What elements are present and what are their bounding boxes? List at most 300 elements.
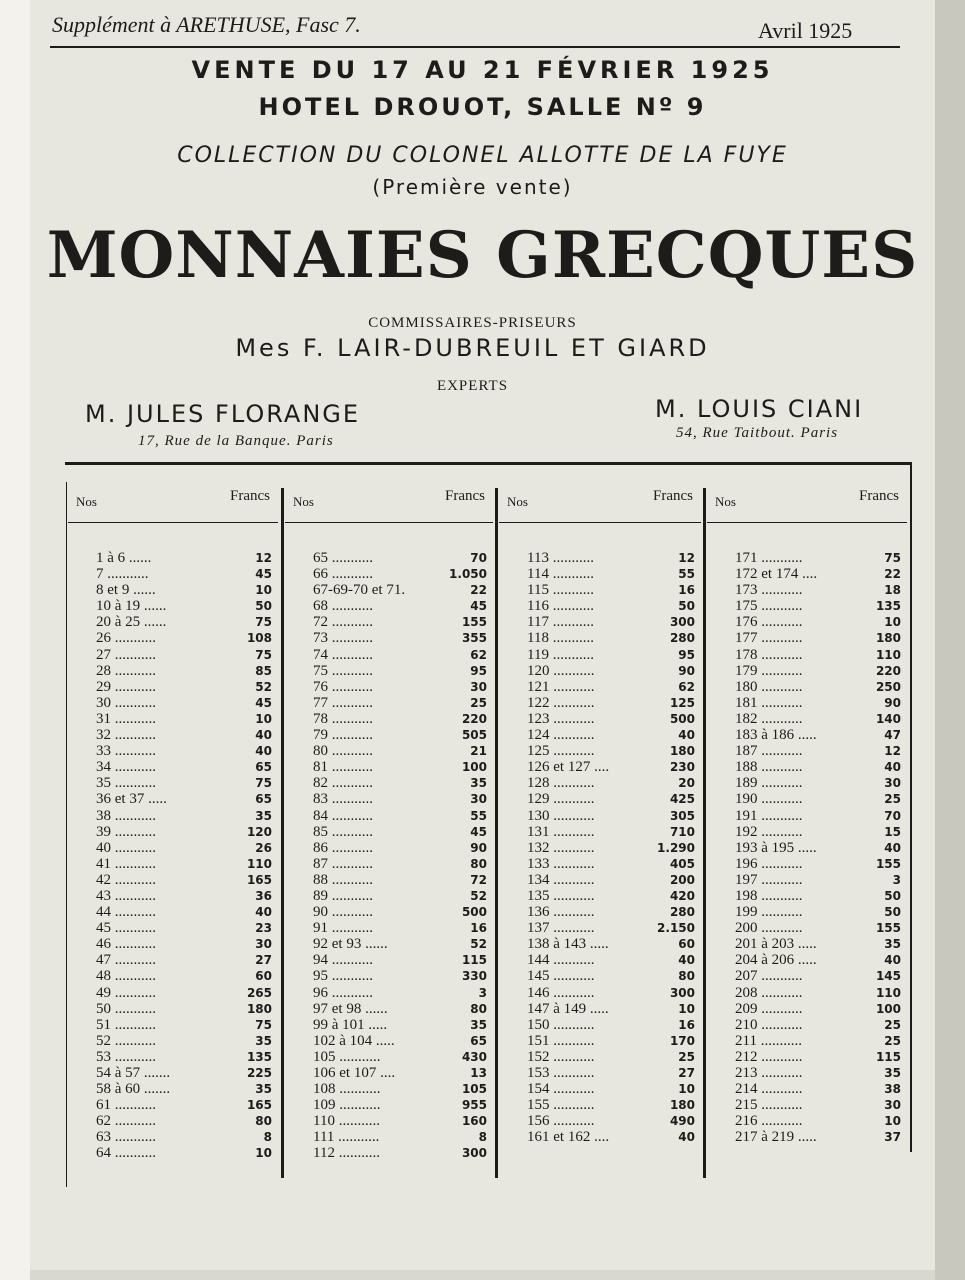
lot-price: 30 [884,776,901,791]
lot-price: 25 [884,792,901,807]
lot-price: 80 [470,856,487,871]
lot-price: 70 [884,808,901,823]
lot-price: 75 [255,647,272,662]
lot-price: 2.150 [657,921,695,936]
expert-left-address: 17, Rue de la Banque. Paris [138,433,334,449]
lot-number: 72 ........... [313,614,373,631]
lot-price: 12 [678,551,695,565]
lot-price: 55 [678,567,695,582]
table-row [707,1049,907,1065]
lot-price: 100 [875,1001,901,1016]
table-row [285,904,493,920]
lot-number: 65 ........... [313,550,373,566]
table-row [285,791,493,807]
table-row [707,1113,907,1129]
lot-price: 72 [470,872,487,887]
table-row [285,1049,493,1065]
table-row [707,952,907,968]
lot-number: 89 ........... [313,887,373,904]
supplement-line: Supplément à ARETHUSE, Fasc 7. [52,12,361,37]
lot-number: 45 ........... [96,920,156,937]
lot-number: 41 ........... [96,855,156,872]
lot-number: 26 ........... [96,630,156,647]
lot-number: 113 ........... [527,550,594,566]
lot-price: 155 [875,921,901,936]
lot-price: 22 [470,583,487,598]
lot-number: 84 ........... [313,807,373,824]
table-row [68,872,278,888]
table-row [707,614,907,630]
lot-number: 61 ........... [96,1097,156,1114]
table-row [707,1081,907,1097]
lot-price: 10 [884,1114,901,1129]
lot-price: 25 [884,1033,901,1048]
lot-number: 137 ........... [527,920,595,937]
lot-price: 120 [246,824,272,839]
lot-number: 62 ........... [96,1113,156,1130]
lot-price: 13 [470,1066,487,1080]
lot-price: 110 [875,985,901,1000]
lot-price: 280 [669,631,695,646]
lot-price: 95 [470,663,487,678]
catalogue-page [30,0,935,1270]
table-row [68,663,278,679]
lot-number: 175 ........... [735,598,803,615]
table-row [68,1081,278,1097]
table-row [285,582,493,598]
lot-price: 160 [461,1114,487,1129]
table-row [499,904,701,920]
lot-number: 43 ........... [96,887,156,904]
lot-price: 45 [255,567,272,582]
table-row [68,808,278,824]
lot-number: 117 ........... [527,614,594,631]
lot-price: 75 [255,615,272,630]
table-row [707,824,907,840]
table-row [285,550,493,566]
lot-price: 40 [884,760,901,775]
francs-header: Francs [445,488,485,504]
table-row [707,727,907,743]
lot-number: 146 ........... [527,984,595,1001]
lot-price: 27 [255,953,272,968]
table-row [68,679,278,695]
table-row [285,1129,493,1145]
lot-number: 217 à 219 ..... [735,1129,817,1146]
lot-price: 500 [669,711,695,726]
lot-price: 10 [255,1146,272,1161]
table-row [68,904,278,920]
lot-price: 62 [678,679,695,694]
table-row [499,840,701,856]
lot-number: 130 ........... [527,807,595,824]
lot-price: 12 [255,551,272,565]
lot-price: 37 [884,1130,901,1145]
lot-price: 165 [246,872,272,887]
collection-name: COLLECTION DU COLONEL ALLOTTE DE LA FUYE [177,143,788,168]
lot-price: 40 [678,1130,695,1145]
lot-number: 66 ........... [313,566,373,583]
table-row [68,647,278,663]
lot-number: 8 et 9 ...... [96,582,156,599]
lot-number: 77 ........... [313,694,373,711]
lot-price: 135 [246,1049,272,1064]
table-right-rule [910,462,912,1152]
lot-number: 54 à 57 ....... [96,1065,171,1081]
table-row [68,985,278,1001]
lot-price: 16 [470,921,487,936]
lot-number: 173 ........... [735,582,803,599]
lot-number: 198 ........... [735,887,803,904]
lot-price: 180 [669,1098,695,1113]
lot-price: 47 [884,728,901,743]
lot-number: 81 ........... [313,759,373,776]
lot-number: 150 ........... [527,1016,595,1033]
expert-right-name: M. LOUIS CIANI [655,395,864,423]
table-row [707,743,907,759]
lot-price: 55 [470,808,487,823]
table-row [285,695,493,711]
table-row [285,598,493,614]
lot-number: 211 ........... [735,1032,802,1049]
lot-price: 25 [470,695,487,710]
lot-number: 151 ........... [527,1032,595,1049]
table-row [499,952,701,968]
table-row [68,775,278,791]
lot-price: 35 [470,776,487,791]
issue-date: Avril 1925 [758,18,853,43]
lot-number: 144 ........... [527,952,595,969]
table-row [68,791,278,807]
table-row [499,872,701,888]
table-row [499,824,701,840]
lot-price: 300 [669,985,695,1000]
table-row [285,775,493,791]
lot-price: 10 [678,1082,695,1097]
lot-price: 52 [470,937,487,952]
lot-price: 405 [669,856,695,871]
table-row [707,791,907,807]
table-row [285,663,493,679]
lot-number: 210 ........... [735,1016,803,1033]
table-row [499,856,701,872]
lot-number: 40 ........... [96,839,156,856]
table-row [285,1113,493,1129]
lot-price: 140 [875,711,901,726]
table-row [285,856,493,872]
lot-price: 65 [470,1033,487,1048]
table-row [285,1081,493,1097]
row-list [499,550,701,1145]
lot-price: 250 [875,679,901,694]
table-row [499,598,701,614]
lot-price: 35 [255,1082,272,1097]
table-row [499,647,701,663]
lot-number: 80 ........... [313,743,373,760]
table-row [68,840,278,856]
lot-number: 156 ........... [527,1113,595,1130]
table-top-rule [65,462,911,465]
lot-price: 10 [678,1001,695,1016]
lot-price: 108 [246,631,272,646]
table-row [707,1001,907,1017]
lot-price: 430 [461,1049,487,1064]
francs-header: Francs [653,488,693,504]
table-row [499,679,701,695]
lot-number: 123 ........... [527,710,595,727]
lot-number: 105 ........... [313,1048,381,1065]
lot-number: 34 ........... [96,759,156,776]
table-row [285,808,493,824]
lot-number: 172 et 174 .... [735,566,818,583]
lot-number: 48 ........... [96,968,156,985]
lot-number: 183 à 186 ..... [735,727,817,744]
lot-number: 42 ........... [96,871,156,888]
lot-price: 22 [884,567,901,582]
table-row [285,824,493,840]
lot-price: 25 [884,1017,901,1032]
lot-price: 27 [678,1066,695,1080]
lot-number: 154 ........... [527,1081,595,1098]
lot-number: 27 ........... [96,646,156,663]
table-row [499,1129,701,1145]
table-row [499,1033,701,1049]
lot-number: 50 ........... [96,1000,156,1017]
lot-number: 53 ........... [96,1048,156,1065]
table-row [707,1033,907,1049]
table-row [499,775,701,791]
table-row [707,1097,907,1113]
nos-header: Nos [715,494,736,509]
lot-number: 134 ........... [527,871,595,888]
table-row [707,904,907,920]
expert-left-name: M. JULES FLORANGE [85,400,361,428]
lot-number: 212 ........... [735,1048,803,1065]
lot-price: 60 [678,937,695,952]
table-row [68,1001,278,1017]
next-page-edge [935,0,965,1280]
lot-price: 30 [470,792,487,807]
lot-number: 189 ........... [735,775,803,792]
lot-price: 25 [678,1049,695,1064]
lot-number: 83 ........... [313,791,373,808]
lot-price: 70 [470,551,487,565]
lot-price: 110 [246,856,272,871]
lot-price: 10 [255,711,272,726]
lot-number: 153 ........... [527,1065,595,1081]
lot-number: 119 ........... [527,646,594,663]
lot-number: 73 ........... [313,630,373,647]
lot-price: 50 [255,599,272,614]
lot-number: 29 ........... [96,678,156,695]
lot-price: 12 [884,744,901,759]
lot-price: 280 [669,905,695,920]
table-row [499,985,701,1001]
table-row [68,582,278,598]
lot-price: 40 [678,953,695,968]
column-separator [281,488,284,1178]
lot-price: 100 [461,760,487,775]
lot-price: 110 [875,647,901,662]
lot-number: 124 ........... [527,727,595,744]
lot-number: 152 ........... [527,1048,595,1065]
lot-number: 52 ........... [96,1032,156,1049]
lot-price: 490 [669,1114,695,1129]
lot-number: 209 ........... [735,1000,803,1017]
lot-number: 47 ........... [96,952,156,969]
table-row [285,1145,493,1161]
table-row [499,1097,701,1113]
lot-number: 182 ........... [735,710,803,727]
table-row [285,630,493,646]
table-row [707,582,907,598]
table-row [68,550,278,566]
lot-price: 80 [678,969,695,984]
table-row [285,1097,493,1113]
lot-price: 35 [884,937,901,952]
lot-number: 196 ........... [735,855,803,872]
lot-price: 40 [255,905,272,920]
lot-number: 120 ........... [527,662,595,679]
table-row [285,759,493,775]
lot-number: 138 à 143 ..... [527,936,609,953]
lot-number: 112 ........... [313,1145,380,1162]
lot-price: 300 [669,615,695,630]
lot-price: 165 [246,1098,272,1113]
lot-number: 20 à 25 ...... [96,614,167,631]
lot-price: 90 [884,695,901,710]
table-row [707,679,907,695]
table-row [499,582,701,598]
table-row [499,614,701,630]
table-row [68,711,278,727]
lot-number: 118 ........... [527,630,594,647]
table-row [499,1001,701,1017]
table-row [707,840,907,856]
lot-number: 181 ........... [735,694,803,711]
row-list [68,550,278,1162]
table-row [499,1113,701,1129]
lot-number: 215 ........... [735,1097,803,1114]
table-row [285,614,493,630]
table-row [285,968,493,984]
table-row [707,711,907,727]
table-row [707,759,907,775]
table-row [68,1113,278,1129]
lot-price: 45 [470,824,487,839]
lot-price: 155 [461,615,487,630]
lot-number: 86 ........... [313,839,373,856]
table-row [499,759,701,775]
table-row [499,1017,701,1033]
table-row [285,936,493,952]
table-row [499,566,701,582]
lot-number: 126 et 127 .... [527,759,610,776]
lot-number: 88 ........... [313,871,373,888]
table-row [499,936,701,952]
lot-number: 87 ........... [313,855,373,872]
sale-session: (Première vente) [372,175,573,199]
table-row [68,727,278,743]
lot-number: 76 ........... [313,678,373,695]
lot-price: 35 [884,1066,901,1080]
lot-price: 3 [892,872,901,887]
auctioneers-heading: COMMISSAIRES-PRISEURS [368,315,577,331]
lot-price: 105 [461,1082,487,1097]
table-row [68,888,278,904]
header-rule [68,522,278,523]
page-title: MONNAIES GRECQUES [46,218,919,293]
lot-price: 21 [470,744,487,759]
lot-price: 500 [461,905,487,920]
header-rule [50,46,900,48]
lot-price: 35 [255,808,272,823]
lot-price: 355 [461,631,487,646]
auctioneers-names: Mes F. LAIR-DUBREUIL ET GIARD [235,334,710,362]
lot-price: 90 [678,663,695,678]
lot-number: 108 ........... [313,1081,381,1098]
lot-price: 15 [884,824,901,839]
francs-header: Francs [859,488,899,504]
lot-number: 39 ........... [96,823,156,840]
lot-price: 265 [246,985,272,1000]
lot-number: 64 ........... [96,1145,156,1162]
lot-price: 75 [884,551,901,565]
lot-price: 20 [678,776,695,791]
table-row [707,872,907,888]
lot-number: 109 ........... [313,1097,381,1114]
lot-price: 115 [875,1049,901,1064]
table-row [499,1081,701,1097]
lot-price: 40 [255,744,272,759]
francs-header: Francs [230,488,270,504]
lot-price: 40 [678,728,695,743]
lot-price: 30 [470,679,487,694]
table-row [285,1065,493,1081]
lot-price: 40 [884,953,901,968]
lot-number: 111 ........... [313,1129,380,1146]
table-row [285,727,493,743]
lot-number: 35 ........... [96,775,156,792]
lot-number: 193 à 195 ..... [735,839,817,856]
lot-price: 220 [875,663,901,678]
table-row [707,663,907,679]
lot-number: 51 ........... [96,1016,156,1033]
nos-header: Nos [76,494,97,509]
lot-price: 220 [461,711,487,726]
lot-price: 75 [255,1017,272,1032]
lot-number: 1 à 6 ...... [96,550,152,566]
table-row [499,1049,701,1065]
lot-number: 177 ........... [735,630,803,647]
lot-number: 102 à 104 ..... [313,1032,395,1049]
lot-price: 155 [875,856,901,871]
lot-price: 80 [470,1001,487,1016]
lot-number: 199 ........... [735,904,803,921]
lot-price: 90 [470,840,487,855]
lot-price: 135 [875,599,901,614]
lot-price: 230 [669,760,695,775]
lot-number: 46 ........... [96,936,156,953]
lot-price: 23 [255,921,272,936]
lot-number: 75 ........... [313,662,373,679]
table-row [68,968,278,984]
lot-price: 710 [669,824,695,839]
table-row [68,1033,278,1049]
table-row [68,952,278,968]
lot-price: 125 [669,695,695,710]
lot-number: 128 ........... [527,775,595,792]
